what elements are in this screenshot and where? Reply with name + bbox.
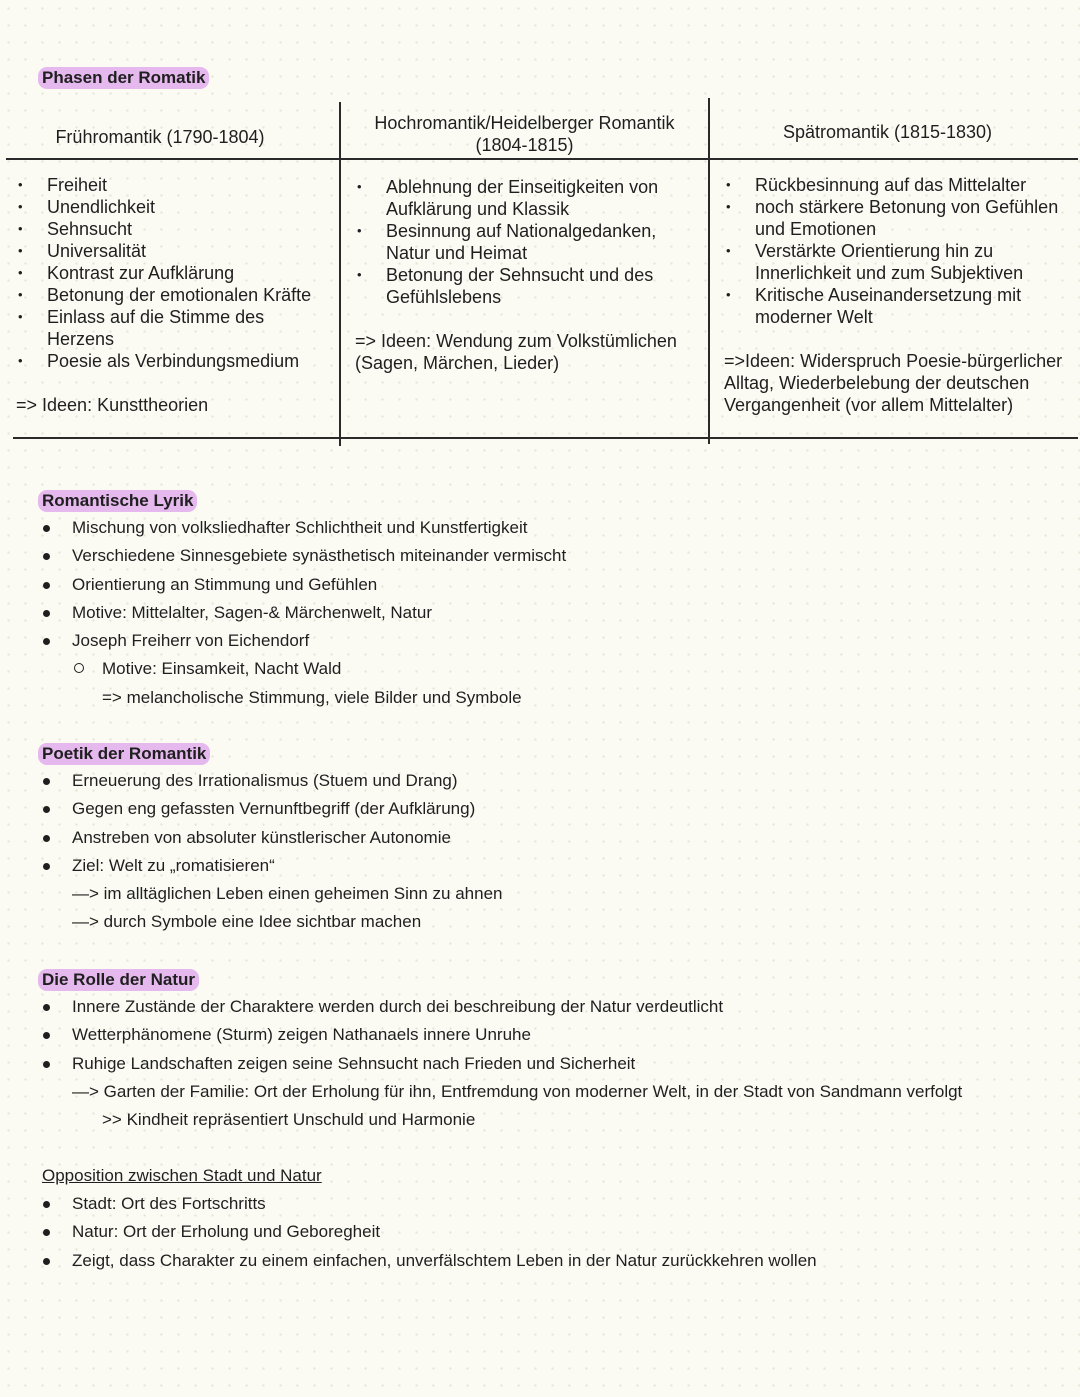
list-item: • Kritische Auseinandersetzung mit moderner Welt bbox=[724, 284, 1055, 328]
sub-list-item: Motive: Einsamkeit, Nacht Wald bbox=[42, 655, 566, 683]
list-item: • Besinnung auf Nationalgedanken, Natur und Heimat bbox=[355, 220, 700, 264]
column-hochromantik bbox=[355, 176, 700, 374]
column-spaetromantik bbox=[724, 174, 1076, 416]
list-item: • Betonung der Sehnsucht und des Gefühlslebens bbox=[355, 264, 700, 308]
list-item: Mischung von volksliedhafter Schlichtheit und Kunstfertigkeit bbox=[42, 514, 566, 542]
poetik-heading: Poetik der Romantik bbox=[38, 743, 210, 765]
list-item: • Freiheit bbox=[16, 174, 332, 196]
ideas-note: => Ideen: Wendung zum Volkstümlichen (Sagen, Märchen, Lieder) bbox=[355, 331, 677, 373]
ideas-note: => Ideen: Kunsttheorien bbox=[16, 395, 209, 415]
arrow-note: —> Garten der Familie: Ort der Erholung für ihn, Entfremdung von moderner Welt, in der Stadt von Sandmann verfolgt bbox=[72, 1081, 963, 1101]
list-item: • Sehnsucht bbox=[16, 218, 332, 240]
natur-list bbox=[42, 993, 962, 1134]
column-title-spaetromantik: Spätromantik (1815-1830) bbox=[782, 122, 993, 142]
list-item: Erneuerung des Irrationalismus (Stuem und Drang) bbox=[42, 767, 503, 795]
list-item: Orientierung an Stimmung und Gefühlen bbox=[42, 571, 566, 599]
column-title-fruehromantik: Frühromantik (1790-1804) bbox=[55, 127, 265, 147]
list-item: • Universalität bbox=[16, 240, 332, 262]
natur-heading: Die Rolle der Natur bbox=[38, 969, 199, 991]
lyrik-heading: Romantische Lyrik bbox=[38, 490, 197, 512]
list-item: Stadt: Ort des Fortschritts bbox=[42, 1190, 817, 1218]
list-item: • Unendlichkeit bbox=[16, 196, 332, 218]
table-divider-2 bbox=[708, 98, 710, 444]
table-divider-1 bbox=[339, 102, 341, 446]
list-item: • Betonung der emotionalen Kräfte bbox=[16, 284, 332, 306]
list-item: Ziel: Welt zu „romatisieren“ bbox=[42, 852, 503, 880]
list-item: Zeigt, dass Charakter zu einem einfachen, unverfälschtem Leben in der Natur zurückkehren wollen bbox=[42, 1247, 817, 1275]
list-item: Anstreben von absoluter künstlerischer Autonomie bbox=[42, 824, 503, 852]
list-item: • Poesie als Verbindungsmedium bbox=[16, 350, 332, 372]
lyrik-list bbox=[42, 514, 566, 712]
arrow-note: —> durch Symbole eine Idee sichtbar machen bbox=[72, 912, 422, 932]
ideas-note: =>Ideen: Widerspruch Poesie-bürgerlicher Alltag, Wiederbelebung der deutschen Vergangenheit (vor allem Mittelalter) bbox=[724, 351, 1063, 415]
sub-note: => melancholische Stimmung, viele Bilder und Symbole bbox=[102, 687, 522, 707]
list-item: • noch stärkere Betonung von Gefühlen und Emotionen bbox=[724, 196, 1076, 240]
list-item: Ruhige Landschaften zeigen seine Sehnsucht nach Frieden und Sicherheit bbox=[42, 1050, 962, 1078]
column-fruehromantik bbox=[16, 174, 332, 416]
list-item: • Kontrast zur Aufklärung bbox=[16, 262, 332, 284]
list-item: Joseph Freiherr von Eichendorf bbox=[42, 627, 566, 655]
column-title-hochromantik: Hochromantik/Heidelberger Romantik (1804-1815) bbox=[374, 113, 675, 155]
sub-note: >> Kindheit repräsentiert Unschuld und Harmonie bbox=[102, 1110, 476, 1130]
arrow-note: —> im alltäglichen Leben einen geheimen Sinn zu ahnen bbox=[72, 884, 503, 904]
list-item: • Rückbesinnung auf das Mittelalter bbox=[724, 174, 1076, 196]
list-item: Gegen eng gefassten Vernunftbegriff (der Aufklärung) bbox=[42, 795, 503, 823]
list-item: Natur: Ort der Erholung und Geboregheit bbox=[42, 1218, 817, 1246]
poetik-list bbox=[42, 767, 503, 937]
list-item: • Ablehnung der Einseitigkeiten von Aufklärung und Klassik bbox=[355, 176, 700, 220]
list-item: Wetterphänomene (Sturm) zeigen Nathanaels innere Unruhe bbox=[42, 1021, 962, 1049]
list-item: Motive: Mittelalter, Sagen-& Märchenwelt, Natur bbox=[42, 599, 566, 627]
list-item: Innere Zustände der Charaktere werden durch dei beschreibung der Natur verdeutlicht bbox=[42, 993, 962, 1021]
table-header-line bbox=[6, 158, 1078, 160]
list-item: • Verstärkte Orientierung hin zu Innerlichkeit und zum Subjektiven bbox=[724, 240, 1045, 284]
list-item: Verschiedene Sinnesgebiete synästhetisch miteinander vermischt bbox=[42, 542, 566, 570]
opposition-list bbox=[42, 1190, 817, 1275]
phasen-heading: Phasen der Romatik bbox=[38, 67, 209, 89]
list-item: • Einlass auf die Stimme des Herzens bbox=[16, 306, 277, 350]
table-bottom-line bbox=[13, 437, 1078, 439]
opposition-heading: Opposition zwischen Stadt und Natur bbox=[42, 1166, 322, 1185]
